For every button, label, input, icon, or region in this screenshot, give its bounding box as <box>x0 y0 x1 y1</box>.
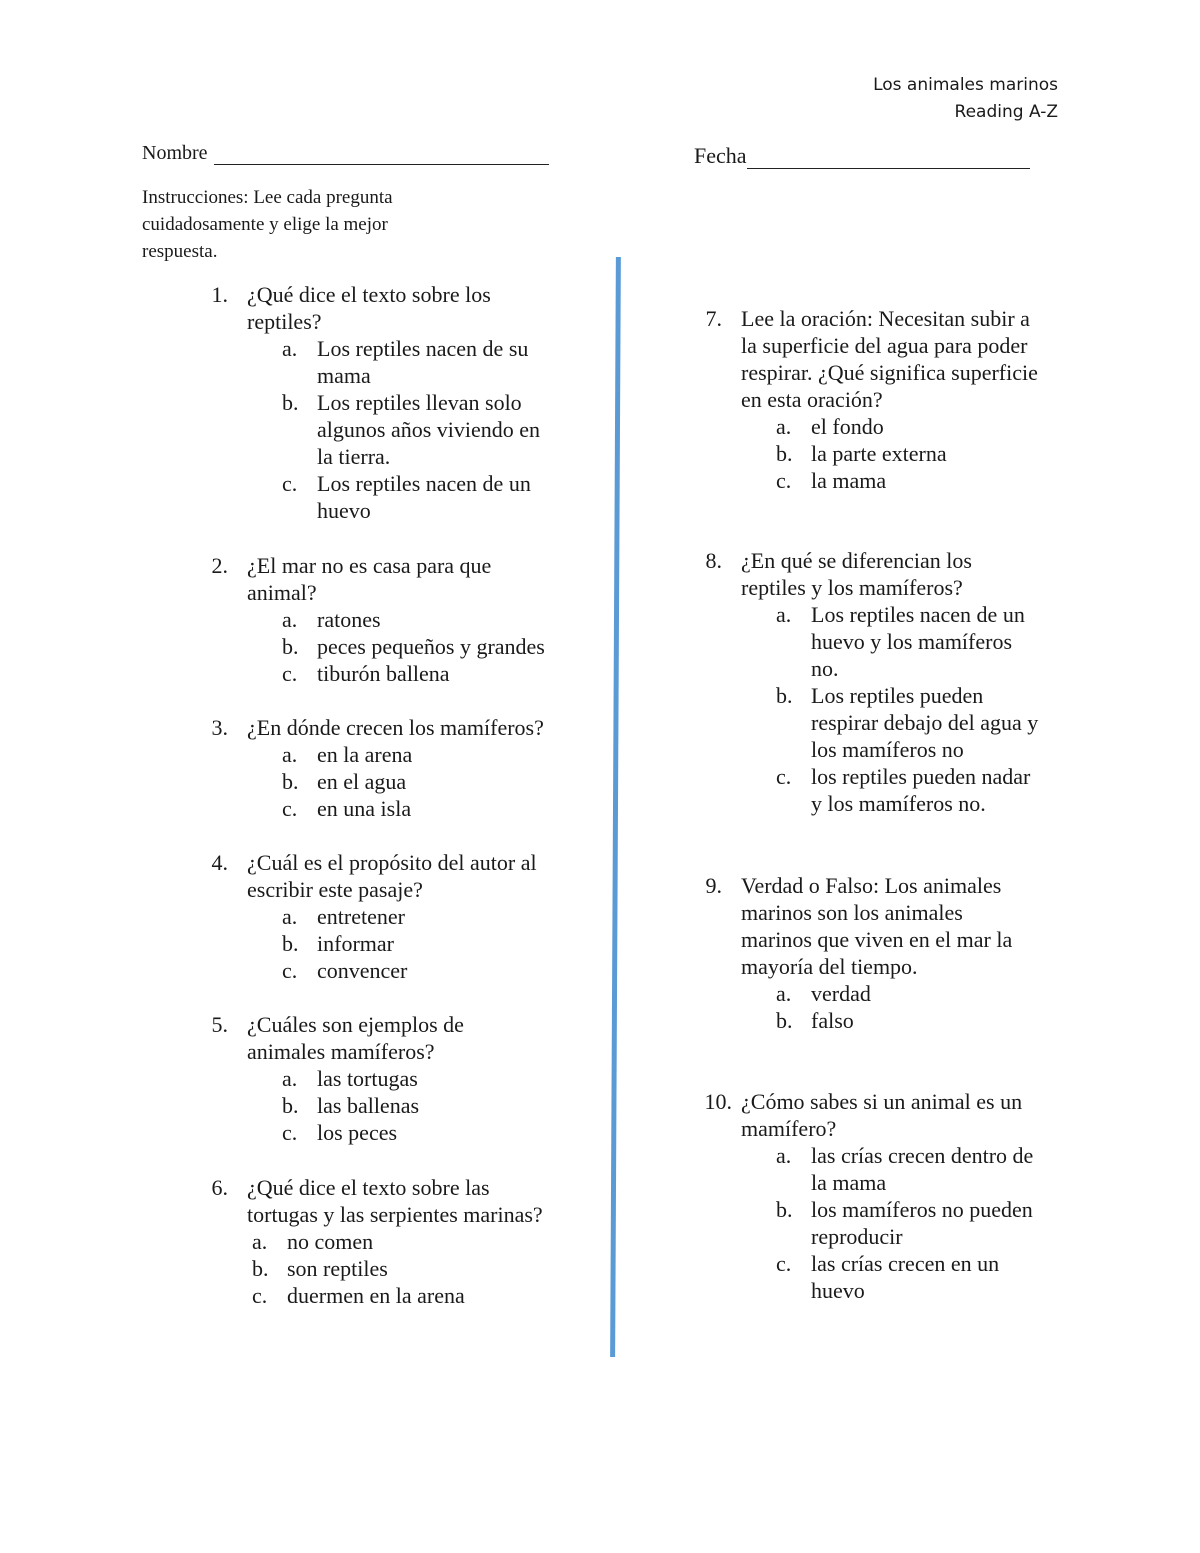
question-number: 9. <box>705 873 722 898</box>
option-text[interactable]: son reptiles <box>287 1256 388 1281</box>
option-letter[interactable]: c. <box>282 471 298 496</box>
option-letter[interactable]: a. <box>282 742 298 767</box>
option-text[interactable]: falso <box>811 1008 854 1033</box>
question-text: ¿Cuál es el propósito del autor al <box>247 850 537 875</box>
option-text[interactable]: Los reptiles nacen de un <box>317 471 531 496</box>
option-text[interactable]: los mamíferos no <box>811 737 964 762</box>
option-letter[interactable]: a. <box>776 414 792 439</box>
option-text[interactable]: los reptiles pueden nadar <box>811 764 1031 789</box>
option-text[interactable]: Los reptiles pueden <box>811 683 984 708</box>
option-text[interactable]: huevo y los mamíferos <box>811 629 1013 654</box>
question-number: 1. <box>211 282 228 307</box>
option-text[interactable]: en el agua <box>317 769 407 794</box>
question-text: marinos son los animales <box>741 900 963 925</box>
question-text: ¿El mar no es casa para que <box>247 553 492 578</box>
option-text[interactable]: reproducir <box>811 1224 903 1249</box>
option-text[interactable]: tiburón ballena <box>317 661 450 686</box>
instructions <box>142 184 462 265</box>
question-text: ¿Qué dice el texto sobre los <box>247 282 491 307</box>
question-text: tortugas y las serpientes marinas? <box>247 1202 543 1227</box>
option-text[interactable]: respirar debajo del agua y <box>811 710 1039 735</box>
option-text[interactable]: los mamíferos no pueden <box>811 1197 1033 1222</box>
date-label: Fecha <box>694 143 747 168</box>
option-text[interactable]: duermen en la arena <box>287 1283 465 1308</box>
header <box>873 72 1058 126</box>
question-text: animales mamíferos? <box>247 1039 435 1064</box>
option-text[interactable]: convencer <box>317 958 408 983</box>
option-letter[interactable]: c. <box>282 958 298 983</box>
option-letter[interactable]: c. <box>252 1283 268 1308</box>
option-letter[interactable]: a. <box>282 904 298 929</box>
option-text[interactable]: las tortugas <box>317 1066 418 1091</box>
question-text: animal? <box>247 580 317 605</box>
option-text[interactable]: y los mamíferos no. <box>811 791 986 816</box>
option-text[interactable]: Los reptiles nacen de un <box>811 602 1025 627</box>
option-letter[interactable]: c. <box>776 468 792 493</box>
question-text: ¿Cómo sabes si un animal es un <box>741 1089 1023 1114</box>
option-text[interactable]: Los reptiles nacen de su <box>317 336 529 361</box>
option-letter[interactable]: b. <box>776 1008 793 1033</box>
option-text[interactable]: no. <box>811 656 839 681</box>
question-text: reptiles? <box>247 309 322 334</box>
instructions-line: cuidadosamente y elige la mejor respuesta. <box>142 214 388 262</box>
name-field <box>142 142 549 165</box>
option-letter[interactable]: b. <box>776 683 793 708</box>
question-number: 8. <box>705 548 722 573</box>
question-text: Lee la oración: Necesitan subir a <box>741 306 1030 331</box>
question-number: 3. <box>211 715 228 740</box>
question-text: ¿En dónde crecen los mamíferos? <box>247 715 544 740</box>
option-letter[interactable]: b. <box>252 1256 269 1281</box>
question-number: 2. <box>211 553 228 578</box>
option-letter[interactable]: a. <box>282 336 298 361</box>
question-text: respirar. ¿Qué significa superficie <box>741 360 1038 385</box>
option-text[interactable]: las ballenas <box>317 1093 420 1118</box>
option-text[interactable]: las crías crecen en un <box>811 1251 1000 1276</box>
question-number: 7. <box>705 306 722 331</box>
name-blank[interactable] <box>214 146 549 165</box>
question-text: reptiles y los mamíferos? <box>741 575 963 600</box>
option-text[interactable]: la parte externa <box>811 441 947 466</box>
name-label: Nombre <box>142 142 208 164</box>
option-text[interactable]: mama <box>317 363 371 388</box>
header-subtitle: Reading A-Z <box>954 102 1058 122</box>
option-letter[interactable]: c. <box>282 796 298 821</box>
question-number: 4. <box>211 850 228 875</box>
option-text[interactable]: ratones <box>317 607 381 632</box>
question-text: Verdad o Falso: Los animales <box>741 873 1002 898</box>
option-letter[interactable]: b. <box>282 1093 299 1118</box>
question-text: marinos que viven en el mar la <box>741 927 1013 952</box>
option-letter[interactable]: b. <box>282 931 299 956</box>
option-letter[interactable]: a. <box>252 1229 268 1254</box>
option-text[interactable]: verdad <box>811 981 871 1006</box>
option-letter[interactable]: a. <box>282 1066 298 1091</box>
header-title: Los animales marinos <box>873 75 1058 95</box>
option-text[interactable]: la mama <box>811 1170 887 1195</box>
option-text[interactable]: el fondo <box>811 414 884 439</box>
question-number: 6. <box>211 1175 228 1200</box>
option-text[interactable]: las crías crecen dentro de <box>811 1143 1034 1168</box>
option-letter[interactable]: c. <box>282 1120 298 1145</box>
instructions-line: Instrucciones: Lee cada pregunta <box>142 187 393 208</box>
question-text: ¿Qué dice el texto sobre las <box>247 1175 490 1200</box>
column-divider <box>610 257 621 1357</box>
option-letter[interactable]: b. <box>282 769 299 794</box>
option-text[interactable]: en una isla <box>317 796 412 821</box>
option-letter[interactable]: c. <box>776 764 792 789</box>
question-text: ¿Cuáles son ejemplos de <box>247 1012 464 1037</box>
option-letter[interactable]: b. <box>776 1197 793 1222</box>
option-letter[interactable]: c. <box>776 1251 792 1276</box>
option-letter[interactable]: b. <box>776 441 793 466</box>
question-text: la superficie del agua para poder <box>741 333 1028 358</box>
question-text: mayoría del tiempo. <box>741 954 918 979</box>
question-text: escribir este pasaje? <box>247 877 423 902</box>
option-text[interactable]: huevo <box>811 1278 865 1303</box>
option-letter[interactable]: a. <box>776 981 792 1006</box>
option-text[interactable]: Los reptiles llevan solo <box>317 390 522 415</box>
option-text[interactable]: la mama <box>811 468 887 493</box>
question-text: ¿En qué se diferencian los <box>741 548 972 573</box>
question-text: mamífero? <box>741 1116 837 1141</box>
date-blank[interactable] <box>747 150 1030 169</box>
question-number: 5. <box>211 1012 228 1037</box>
date-field <box>694 143 1030 169</box>
question-number: 10. <box>704 1089 732 1114</box>
option-letter[interactable]: a. <box>776 602 792 627</box>
option-text[interactable]: algunos años viviendo en <box>317 417 541 442</box>
option-text[interactable]: informar <box>317 931 394 956</box>
option-letter[interactable]: a. <box>776 1143 792 1168</box>
option-text[interactable]: no comen <box>287 1229 374 1254</box>
option-letter[interactable]: a. <box>282 607 298 632</box>
option-text[interactable]: la tierra. <box>317 444 391 469</box>
option-text[interactable]: en la arena <box>317 742 413 767</box>
option-letter[interactable]: b. <box>282 634 299 659</box>
option-text[interactable]: huevo <box>317 498 371 523</box>
option-text[interactable]: peces pequeños y grandes <box>317 634 545 659</box>
option-letter[interactable]: b. <box>282 390 299 415</box>
option-letter[interactable]: c. <box>282 661 298 686</box>
question-text: en esta oración? <box>741 387 883 412</box>
option-text[interactable]: los peces <box>317 1120 398 1145</box>
option-text[interactable]: entretener <box>317 904 405 929</box>
